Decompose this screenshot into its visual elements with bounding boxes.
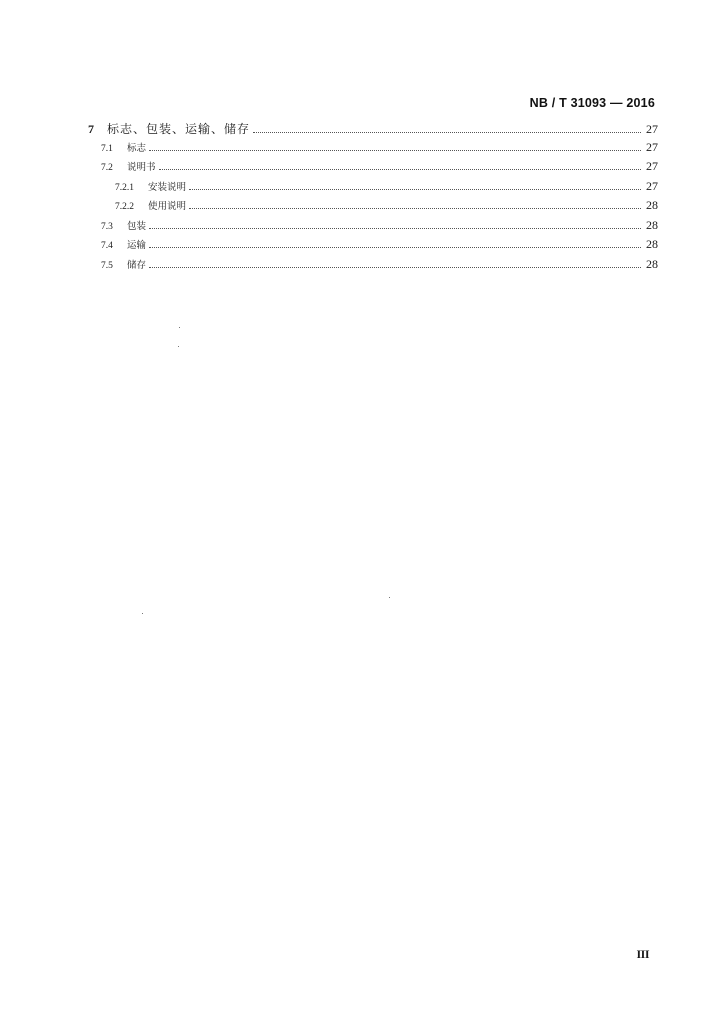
toc-entry-title: 安装说明 [148,181,187,193]
toc-entry-title: 包装 [127,220,147,232]
toc-entry-title: 储存 [127,259,147,271]
toc-leader-dots [149,267,641,268]
toc-entry[interactable] [88,120,658,140]
toc-entry-title: 运输 [127,240,147,251]
toc-entry-title: 标志 [127,142,147,154]
toc-entry[interactable] [88,198,658,218]
toc-entry-page: 28 [646,256,658,271]
toc-entry[interactable] [88,179,658,199]
toc-leader-dots [253,132,641,133]
toc-entry-number: 7.2 [101,163,113,173]
toc-entry-page: 27 [646,178,658,193]
toc-entry[interactable] [88,159,658,179]
toc-leader-dots [159,169,641,170]
scan-speck [142,613,143,614]
toc-entry-number: 7.4 [101,241,113,251]
toc-entry-number: 7.2.2 [115,202,134,212]
scan-speck [179,327,180,328]
toc-entry-number: 7.2.1 [115,182,134,193]
toc-entry-page: 27 [646,139,658,154]
toc-entry[interactable] [88,218,658,238]
toc-entry[interactable] [88,257,658,277]
table-of-contents [88,120,658,276]
toc-entry-number: 7.5 [101,260,113,271]
toc-leader-dots [149,150,641,151]
toc-leader-dots [149,247,641,248]
toc-leader-dots [149,228,641,229]
toc-entry-title: 标志、包装、运输、储存 [107,122,251,136]
toc-entry-page: 27 [646,159,658,173]
toc-entry-title: 使用说明 [148,201,187,212]
toc-leader-dots [189,208,641,209]
toc-entry-number: 7 [88,122,94,136]
toc-entry-number: 7.3 [101,221,113,232]
toc-entry-page: 28 [646,198,658,212]
toc-entry[interactable] [88,140,658,160]
toc-entry-page: 28 [646,217,658,232]
toc-entry-title: 说明书 [127,162,156,173]
standard-number-header: NB / T 31093 — 2016 [529,96,655,110]
scan-speck [178,346,179,347]
toc-entry-page: 28 [646,237,658,251]
toc-entry-number: 7.1 [101,143,113,154]
scan-speck [389,597,390,598]
toc-entry-page: 27 [646,122,658,136]
toc-entry[interactable] [88,237,658,257]
page-number: III [636,947,649,961]
toc-leader-dots [189,189,641,190]
